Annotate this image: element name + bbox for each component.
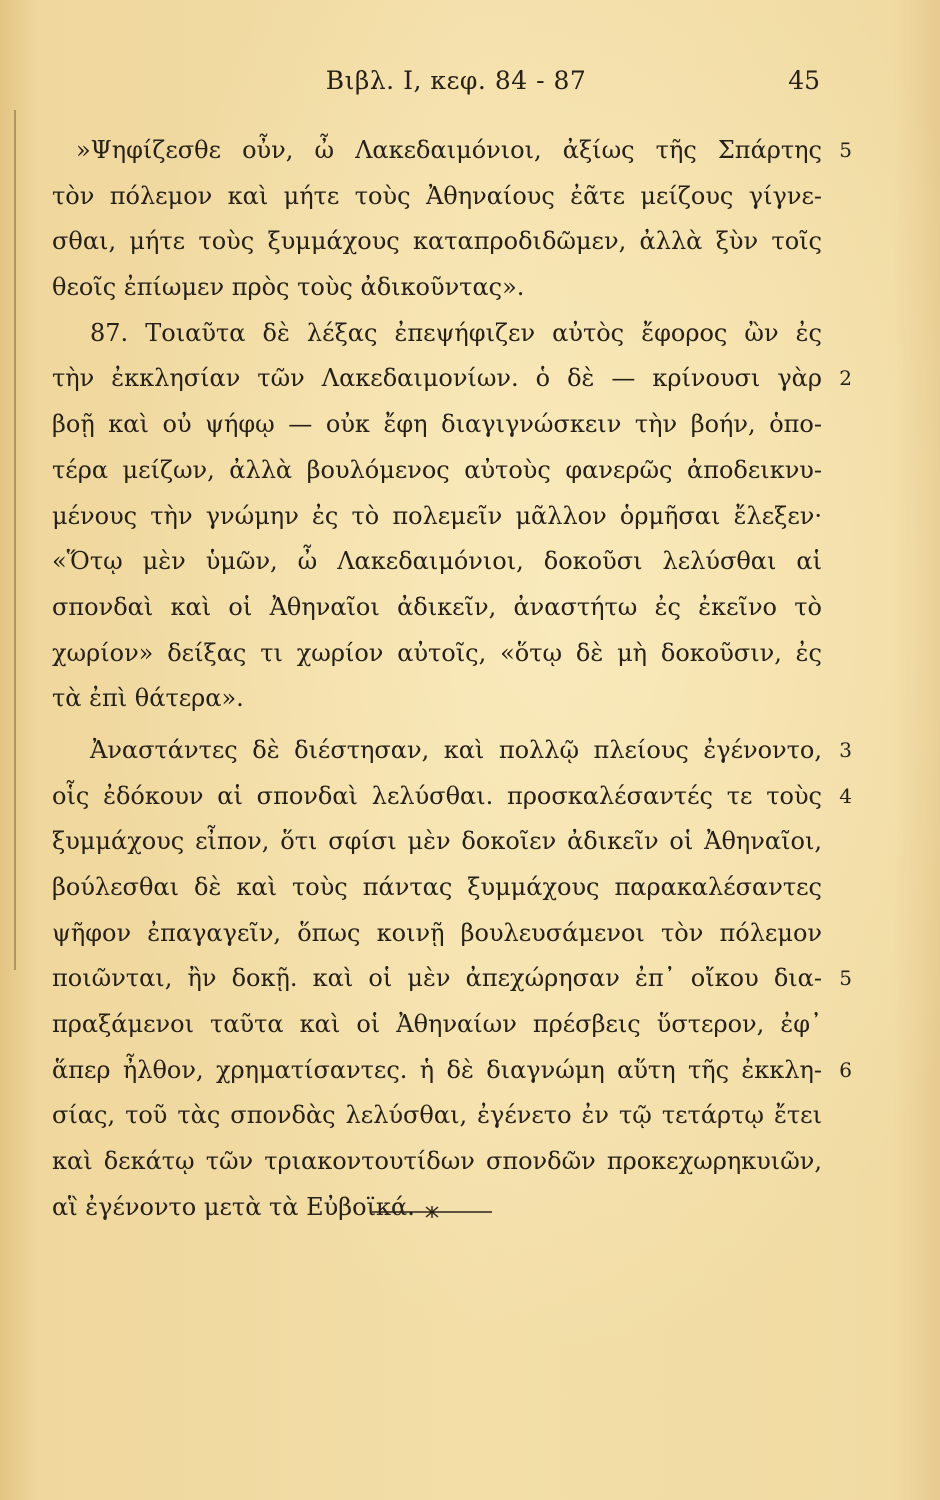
text-line: σθαι, μήτε τοὺς ξυμμάχους καταπροδιδῶμεν, ἀλλὰ ξὺν τοῖς (52, 227, 822, 256)
text-line: τὰ ἐπὶ θάτερα». (52, 684, 244, 713)
text-line: τὴν ἐκκλησίαν τῶν Λακεδαιμονίων. ὁ δὲ — κρίνουσι γὰρ 2 (52, 356, 822, 402)
end-ornament-icon (372, 1205, 492, 1219)
text-line: ποιῶνται, ἢν δοκῇ. καὶ οἱ μὲν ἀπεχώρησαν ἐπ᾽ οἴκου δια- 5 (52, 956, 822, 1002)
body-text (52, 128, 852, 1231)
text-line: «Ὅτῳ μὲν ὑμῶν, ὦ Λακεδαιμόνιοι, δοκοῦσι λελύσθαι αἱ (52, 547, 822, 576)
text-line: ξυμμάχους εἶπον, ὅτι σφίσι μὲν δοκοῖεν ἀδικεῖν οἱ Ἀθηναῖοι, (52, 827, 822, 856)
text-line: μένους τὴν γνώμην ἐς τὸ πολεμεῖν μᾶλλον ὁρμῆσαι ἔλεξεν· (52, 501, 822, 530)
text-line: καὶ δεκάτῳ τῶν τριακοντουτίδων σπονδῶν προκεχωρηκυιῶν, (52, 1147, 822, 1176)
margin-section-number: 5 (839, 138, 852, 162)
page-header (52, 66, 820, 102)
margin-section-number: 6 (839, 1057, 852, 1082)
text-line: σίας, τοῦ τὰς σπονδὰς λελύσθαι, ἐγένετο ἐν τῷ τετάρτῳ ἔτει (52, 1101, 822, 1130)
page-binding-edge (0, 110, 16, 970)
paragraph-start-line: Ἀναστάντες δὲ διέστησαν, καὶ πολλῷ πλείους ἐγένοντο, 3 (52, 728, 822, 774)
running-head: Βιβλ. Ι, κεφ. 84 - 87 (325, 66, 587, 95)
text-line: σπονδαὶ καὶ οἱ Ἀθηναῖοι ἀδικεῖν, ἀναστήτω ἐς ἐκεῖνο τὸ (52, 592, 822, 621)
text-line: ψῆφον ἐπαγαγεῖν, ὅπως κοινῇ βουλευσάμενοι τὸν πόλεμον (52, 918, 822, 947)
margin-section-number: 5 (839, 966, 852, 991)
page-number: 45 (788, 66, 820, 95)
text-line: χωρίον» δείξας τι χωρίον αὐτοῖς, «ὅτῳ δὲ μὴ δοκοῦσιν, ἐς (52, 638, 822, 667)
text-line: »Ψηφίζεσθε οὖν, ὦ Λακεδαιμόνιοι, ἀξίως τῆς Σπάρτης 5 (52, 128, 822, 174)
margin-section-number: 2 (839, 366, 852, 391)
text-line: θεοῖς ἐπίωμεν πρὸς τοὺς ἀδικοῦντας». (52, 273, 525, 302)
text-line: οἷς ἐδόκουν αἱ σπονδαὶ λελύσθαι. προσκαλέσαντές τε τοὺς 4 (52, 774, 822, 820)
text-line: βοῇ καὶ οὐ ψήφῳ — οὐκ ἔφη διαγιγνώσκειν τὴν βοήν, ὁπο- (52, 410, 822, 439)
text-line: ἅπερ ἦλθον, χρηματίσαντες. ἡ δὲ διαγνώμη αὕτη τῆς ἐκκλη- 6 (52, 1048, 822, 1094)
text-line: πραξάμενοι ταῦτα καὶ οἱ Ἀθηναίων πρέσβεις ὕστερον, ἐφ᾽ (52, 1010, 822, 1039)
chapter-start-line: 87. Τοιαῦτα δὲ λέξας ἐπεψήφιζεν αὐτὸς ἔφορος ὢν ἐς (90, 318, 822, 347)
text-line: τέρα μείζων, ἀλλὰ βουλόμενος αὐτοὺς φανερῶς ἀποδεικνυ- (52, 455, 822, 484)
text-line: τὸν πόλεμον καὶ μήτε τοὺς Ἀθηναίους ἐᾶτε μείζους γίγνε- (52, 181, 822, 210)
text-line: αἳ ἐγένοντο μετὰ τὰ Εὐβοϊκά. (52, 1192, 415, 1221)
text-line: βούλεσθαι δὲ καὶ τοὺς πάντας ξυμμάχους παρακαλέσαντες (52, 873, 822, 901)
margin-section-number: 4 (839, 783, 852, 808)
margin-section-number: 3 (839, 737, 852, 762)
